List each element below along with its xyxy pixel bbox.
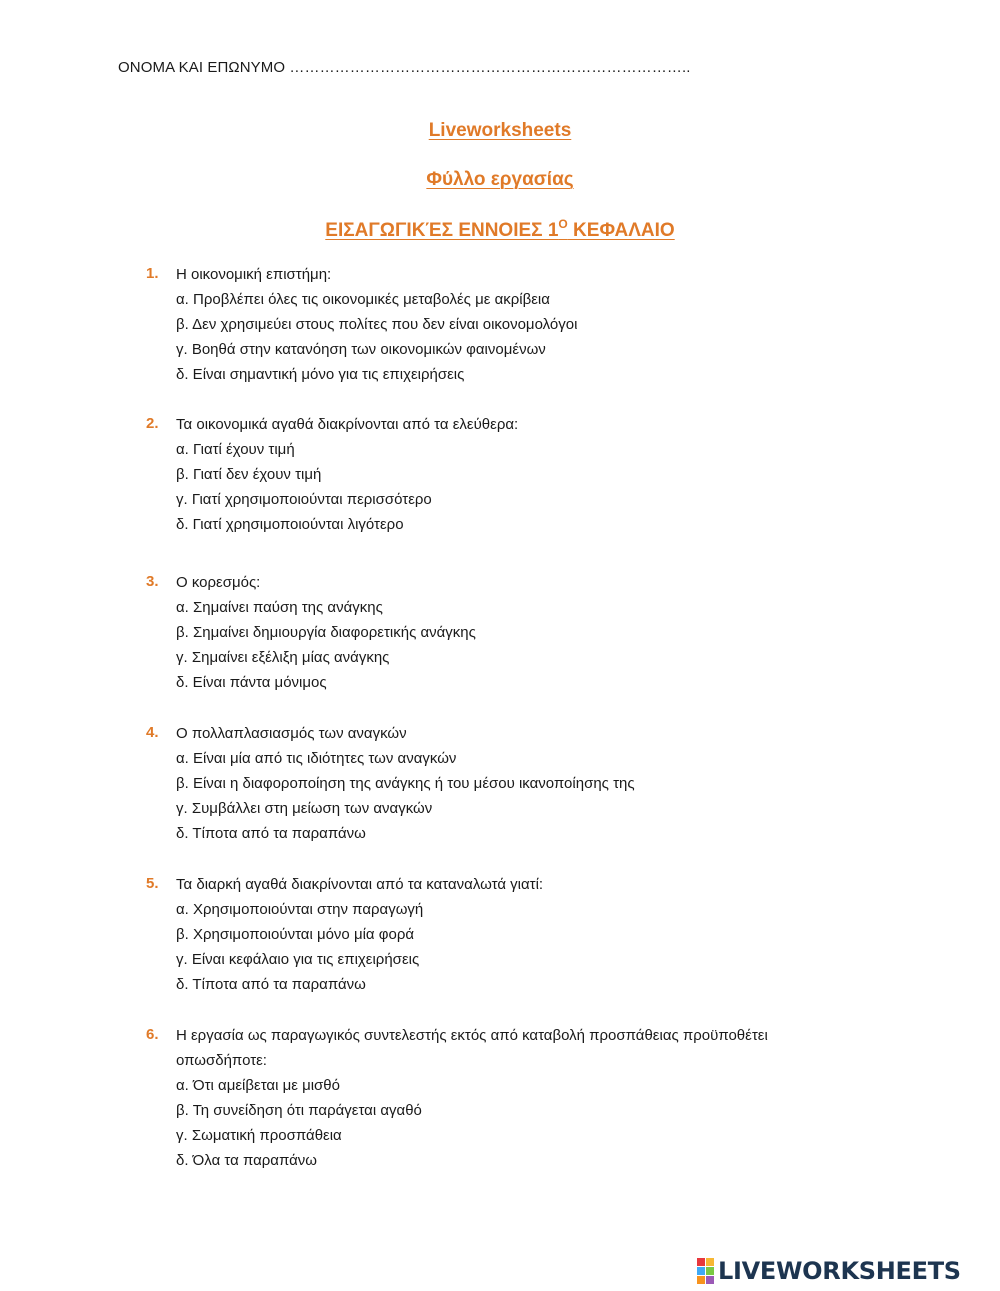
question-text: Η εργασία ως παραγωγικός συντελεστής εκτός από καταβολή προσπάθειας προϋποθέτει οπωσδήποτε: [176, 1027, 768, 1069]
answer-option[interactable]: δ. Είναι πάντα μόνιμος [176, 674, 327, 691]
liveworksheets-logo-icon [697, 1258, 714, 1284]
answer-option[interactable]: γ. Γιατί χρησιμοποιούνται περισσότερο [176, 491, 432, 508]
title-worksheet: Φύλλο εργασίας [426, 169, 574, 190]
answer-option[interactable]: δ. Τίποτα από τα παραπάνω [176, 976, 366, 993]
answer-option[interactable]: γ. Συμβάλλει στη μείωση των αναγκών [176, 800, 433, 817]
question-text: Ο κορεσμός: [176, 574, 261, 591]
answer-option[interactable]: β. Δεν χρησιμεύει στους πολίτες που δεν είναι οικονομολόγοι [176, 316, 578, 333]
title-chapter [0, 217, 1000, 242]
question-text: Τα οικονομικά αγαθά διακρίνονται από τα ελεύθερα: [176, 416, 519, 433]
answer-option[interactable]: β. Τη συνείδηση ότι παράγεται αγαθό [176, 1102, 422, 1119]
answer-option[interactable]: β. Χρησιμοποιούνται μόνο μία φορά [176, 926, 415, 943]
question-text: Τα διαρκή αγαθά διακρίνονται από τα καταναλωτά γιατί: [176, 876, 544, 893]
question-number: 4. [146, 724, 159, 741]
question-number: 1. [146, 265, 159, 282]
liveworksheets-logo-text: LIVEWORKSHEETS [718, 1257, 961, 1285]
answer-option[interactable]: α. Σημαίνει παύση της ανάγκης [176, 599, 383, 616]
question-number: 5. [146, 875, 159, 892]
title-chapter-sup: Ο [558, 217, 568, 231]
answer-option[interactable]: δ. Είναι σημαντική μόνο για τις επιχειρήσεις [176, 366, 465, 383]
answer-option[interactable]: α. Είναι μία από τις ιδιότητες των αναγκών [176, 750, 457, 767]
title-liveworksheets: Liveworksheets [428, 120, 572, 141]
answer-option[interactable]: α. Χρησιμοποιούνται στην παραγωγή [176, 901, 424, 918]
answer-option[interactable]: δ. Όλα τα παραπάνω [176, 1152, 317, 1169]
liveworksheets-logo [697, 1258, 961, 1284]
answer-option[interactable]: γ. Σημαίνει εξέλιξη μίας ανάγκης [176, 649, 390, 666]
question-number: 2. [146, 415, 159, 432]
question-number: 6. [146, 1026, 159, 1043]
question-number: 3. [146, 573, 159, 590]
answer-option[interactable]: β. Γιατί δεν έχουν τιμή [176, 466, 322, 483]
title-chapter-end: ΚΕΦΑΛΑΙΟ [567, 220, 675, 241]
answer-option[interactable]: γ. Βοηθά στην κατανόηση των οικονομικών φαινομένων [176, 341, 546, 358]
title-chapter-main: ΕΙΣΑΓΩΓΙΚΈΣ ΕΝΝΟΙΕΣ 1 [325, 220, 559, 241]
answer-option[interactable]: γ. Σωματική προσπάθεια [176, 1127, 342, 1144]
answer-option[interactable]: β. Σημαίνει δημιουργία διαφορετικής ανάγκης [176, 624, 476, 641]
answer-option[interactable]: δ. Τίποτα από τα παραπάνω [176, 825, 366, 842]
answer-option[interactable]: α. Γιατί έχουν τιμή [176, 441, 295, 458]
answer-option[interactable]: δ. Γιατί χρησιμοποιούνται λιγότερο [176, 516, 404, 533]
question-text: Ο πολλαπλασιασμός των αναγκών [176, 725, 407, 742]
answer-option[interactable]: α. Προβλέπει όλες τις οικονομικές μεταβολές με ακρίβεια [176, 291, 550, 308]
answer-option[interactable]: β. Είναι η διαφοροποίηση της ανάγκης ή του μέσου ικανοποίησης της [176, 775, 635, 792]
name-field-line: ΟΝΟΜΑ ΚΑΙ ΕΠΩΝΥΜΟ …………………………………………………………………….. [118, 59, 691, 76]
question-text: Η οικονομική επιστήμη: [176, 266, 332, 283]
answer-option[interactable]: α. Ότι αμείβεται με μισθό [176, 1077, 340, 1094]
answer-option[interactable]: γ. Είναι κεφάλαιο για τις επιχειρήσεις [176, 951, 420, 968]
